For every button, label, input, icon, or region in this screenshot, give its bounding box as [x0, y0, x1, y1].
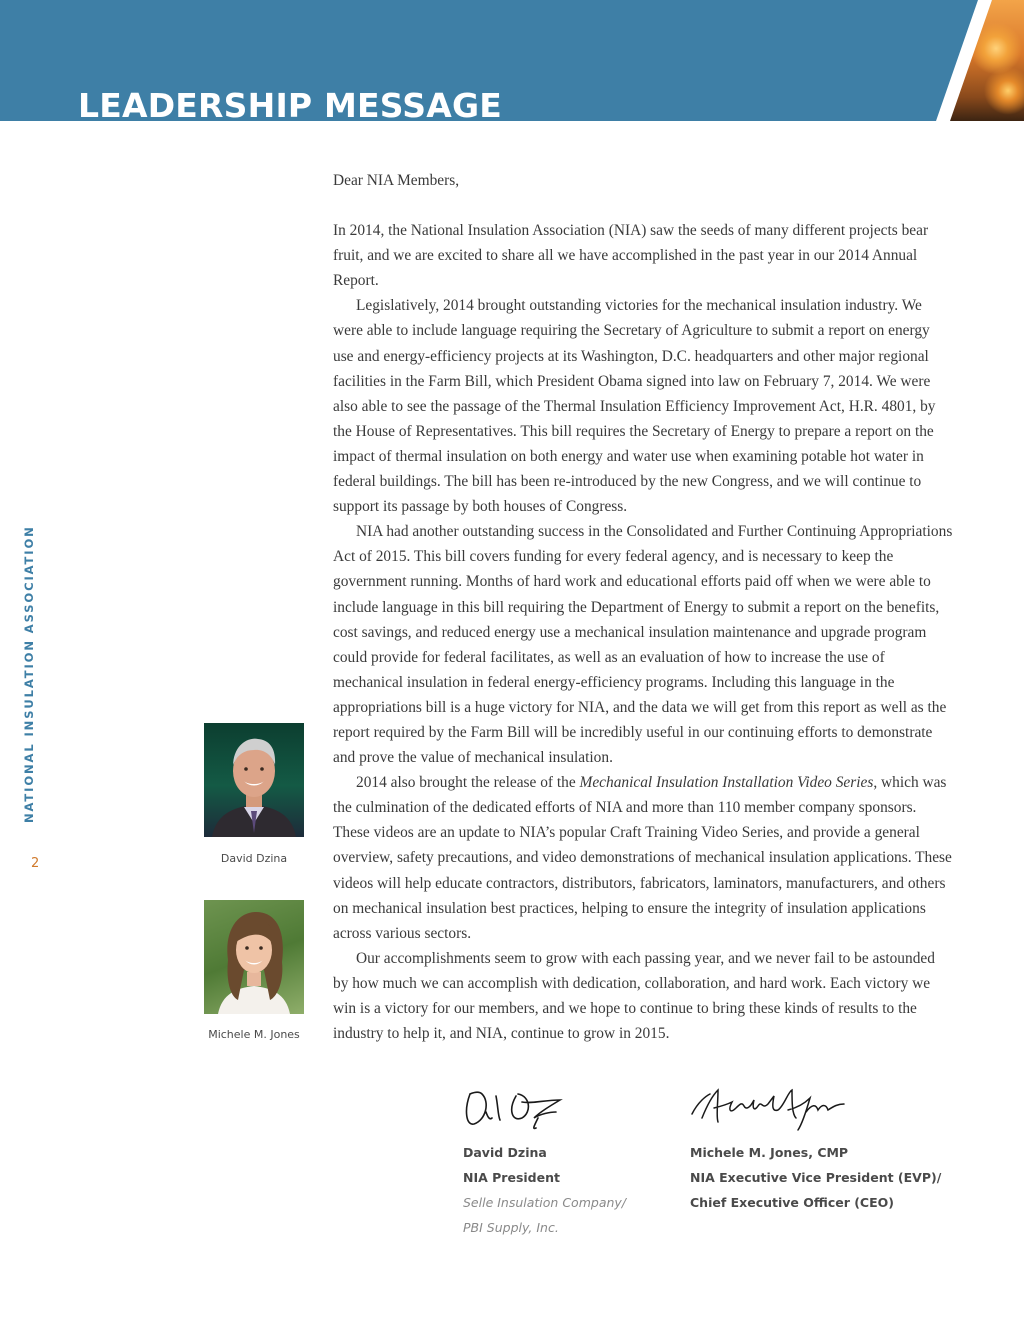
signature-jones-drawing [688, 1082, 858, 1132]
leadership-letter [333, 168, 953, 1046]
photo-caption-jones: Michele M. Jones [208, 1028, 300, 1041]
header-banner [0, 0, 1024, 121]
signer-dzina-title: NIA President [463, 1170, 560, 1185]
signature-dzina [460, 1082, 575, 1132]
signer-jones-name: Michele M. Jones, CMP [690, 1145, 849, 1160]
signer-jones-title-1: NIA Executive Vice President (EVP)/ [690, 1170, 942, 1185]
signer-jones-title-2: Chief Executive Officer (CEO) [690, 1195, 894, 1210]
paragraph-4-rest: , which was the culmination of the dedicated efforts of NIA and more than 110 member company sponsors. These videos are an update to NIA’s popular Craft Training Video Series, and provide a general overview, safety precautions, and video demonstrations of mechanical insulation applications. These videos will help educate contractors, distributors, fabricators, laminators, manufacturers, and others on mechanical insulation best practices, helping to ensure the integrity of insulation applications across various sectors. [333, 774, 952, 942]
letter-greeting: Dear NIA Members, [333, 172, 460, 189]
letter-paragraph-2: Legislatively, 2014 brought outstanding victories for the mechanical insulation industry. We were able to include language requiring the Secretary of Agriculture to submit a report on energy use and energy-efficiency projects at its Washington, D.C. headquarters and other major regional facilities in the Farm Bill, which President Obama signed into law on February 7, 2014. We were also able to see the passage of the Thermal Insulation Efficiency Improvement Act, H.R. 4801, by the House of Representatives. This bill requires the Secretary of Energy to prepare a report on the impact of thermal insulation on both energy and water use when examining potable hot water in federal buildings. The bill has been re-introduced by the new Congress, and we will continue to support its passage by both houses of Congress. [333, 297, 936, 516]
signer-block-dzina [463, 1140, 626, 1240]
paragraph-4-lead: 2014 also brought the release of the [356, 774, 580, 792]
signature-jones [688, 1082, 858, 1132]
portrait-dzina-illustration [204, 723, 304, 837]
letter-paragraph-3: NIA had another outstanding success in the Consolidated and Further Continuing Appropriations Act of 2015. This bill covers funding for every federal agency, and is necessary to keep the government running. Months of hard work and educational efforts paid off when we were able to include language in this bill requiring the Department of Energy to submit a report on the benefits, cost savings, and reduced energy use a mechanical insulation maintenance and upgrade program could provide for federal facilitates, as well as an evaluation of how to increase the use of mechanical insulation in federal energy-efficiency programs. Including this language in the appropriations bill is a huge victory for NIA, and the data we will get from this report as well as the report required by the Farm Bill will be incredibly useful in our continuing efforts to demonstrate and prove the value of mechanical insulation. [333, 523, 953, 767]
letter-paragraph-4 [333, 770, 953, 946]
portrait-david-dzina [204, 723, 304, 837]
letter-paragraph-5: Our accomplishments seem to grow with each passing year, and we never fail to be astounded by how much we can accomplish with dedication, collaboration, and hard work. Each victory we win is a victory for our members, and we hope to continue to bring these kinds of results to the industry to help it, and NIA, continue to grow in 2015. [333, 949, 935, 1043]
photo-caption-dzina: David Dzina [220, 852, 288, 865]
signer-block-jones [690, 1140, 941, 1215]
signer-dzina-company-2: PBI Supply, Inc. [463, 1220, 559, 1235]
page-title: LEADERSHIP MESSAGE [78, 86, 502, 121]
signature-dzina-drawing [460, 1082, 575, 1132]
video-series-title: Mechanical Insulation Installation Video Series [579, 774, 874, 792]
portrait-jones-illustration [204, 900, 304, 1014]
signer-dzina-company-1: Selle Insulation Company/ [463, 1195, 627, 1210]
signer-dzina-name: David Dzina [463, 1145, 547, 1160]
portrait-michele-jones [204, 900, 304, 1014]
page-number: 2 [31, 856, 40, 871]
side-organization-label: NATIONAL INSULATION ASSOCIATION [22, 525, 36, 823]
letter-paragraph-1: In 2014, the National Insulation Association (NIA) saw the seeds of many different projects bear fruit, and we are excited to share all we have accomplished in the past year in our 2014 Annual Report. [333, 222, 929, 290]
